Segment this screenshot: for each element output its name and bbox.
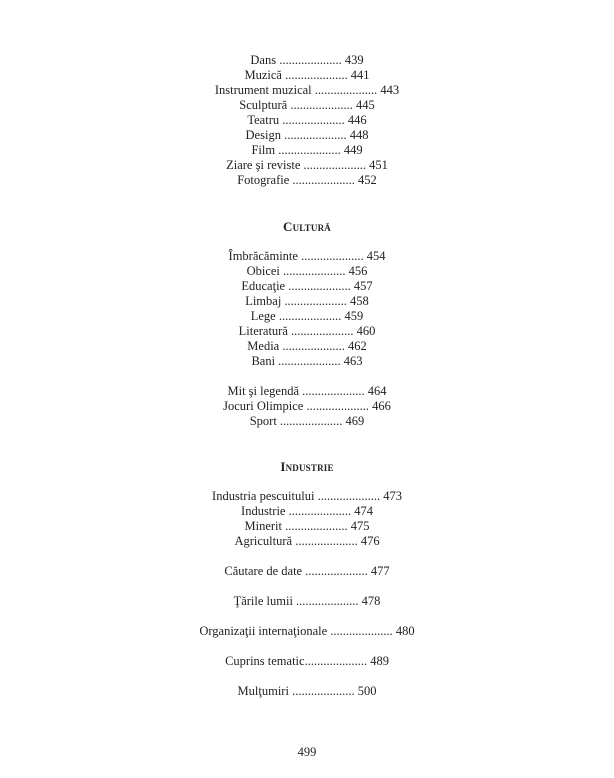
toc-entry-leader: .................... [288, 684, 355, 698]
toc-entry[interactable] [0, 249, 614, 264]
toc-entry-label: Mulţumiri [237, 684, 289, 698]
toc-entry[interactable] [0, 98, 614, 113]
toc-entry-leader: .................... [275, 309, 342, 323]
toc-entry-leader: .................... [281, 68, 348, 82]
toc-entry-leader: .................... [302, 564, 368, 578]
toc-entry-label: Cuprins tematic [225, 654, 305, 668]
toc-entry-label: Bani [251, 354, 276, 368]
toc-entry[interactable] [0, 399, 614, 414]
toc-entry[interactable] [0, 128, 614, 143]
toc-entry-label: Media [247, 339, 280, 353]
toc-entry-label: Educaţie [241, 279, 286, 293]
toc-entry[interactable] [0, 264, 614, 279]
toc-entry-label: Industrie [241, 504, 286, 518]
toc-entry[interactable] [0, 594, 614, 609]
toc-entry-page: 443 [377, 83, 400, 97]
toc-entry-leader: .................... [282, 519, 348, 533]
toc-entry[interactable] [0, 143, 614, 158]
toc-entry[interactable] [0, 294, 614, 309]
toc-entry-page: 457 [350, 279, 373, 293]
toc-entry-page: 459 [341, 309, 364, 323]
toc-entry-leader: .................... [304, 654, 368, 668]
toc-entry-label: Jocuri Olimpice [223, 399, 304, 413]
toc-entry-leader: .................... [281, 294, 347, 308]
toc-entry-label: Ţările lumii [233, 594, 293, 608]
toc-entry-page: 458 [346, 294, 369, 308]
toc-entry[interactable] [0, 324, 614, 339]
toc-entry-label: Sport [249, 414, 277, 428]
toc-entry-label: Film [251, 143, 276, 157]
toc-entry-label: Îmbrăcăminte [228, 249, 298, 263]
toc-entry-label: Ziare şi reviste [226, 158, 301, 172]
toc-entry-label: Fotografie [237, 173, 290, 187]
toc-entry-page: 448 [346, 128, 369, 142]
toc-entry-page: 477 [367, 564, 390, 578]
toc-entry-leader: .................... [285, 279, 351, 293]
toc-entry-leader: .................... [285, 504, 352, 518]
toc-entry-page: 456 [345, 264, 368, 278]
toc-entry-page: 441 [347, 68, 370, 82]
toc-entry-label: Teatru [247, 113, 280, 127]
toc-entry-page: 445 [352, 98, 375, 112]
page-number: 499 [297, 745, 317, 759]
toc-entry-leader: .................... [287, 324, 354, 338]
toc-entry-page: 469 [342, 414, 365, 428]
section-heading: Cultură [283, 219, 331, 234]
toc-entry[interactable] [0, 173, 614, 188]
toc-entry-leader: .................... [327, 624, 393, 638]
toc-entry-label: Dans [250, 53, 277, 67]
toc-entry-page: 500 [354, 684, 377, 698]
toc-entry-leader: .................... [292, 594, 359, 608]
toc-entry-page: 463 [340, 354, 363, 368]
toc-entry-label: Organizaţii internaţionale [199, 624, 328, 638]
toc-entry-label: Muzică [244, 68, 282, 82]
toc-entry[interactable] [0, 309, 614, 324]
toc-entry[interactable] [0, 158, 614, 173]
toc-entry-label: Lege [250, 309, 276, 323]
toc-entry-page: 480 [392, 624, 415, 638]
toc-entry-label: Căutare de date [224, 564, 303, 578]
toc-entry-page: 474 [351, 504, 373, 518]
toc-entry-leader: .................... [279, 113, 345, 127]
toc-entry-page: 475 [347, 519, 370, 533]
toc-entry-leader: .................... [275, 354, 341, 368]
toc-entry[interactable] [0, 624, 614, 639]
toc-entry-leader: .................... [279, 264, 346, 278]
toc-entry-label: Agricultură [234, 534, 293, 548]
toc-entry-label: Obicei [246, 264, 280, 278]
toc-entry[interactable] [0, 489, 614, 504]
toc-entry-page: 476 [357, 534, 380, 548]
toc-entry-leader: .................... [289, 173, 355, 187]
toc-entry[interactable] [0, 414, 614, 429]
toc-entry[interactable] [0, 384, 614, 399]
toc-entry-leader: .................... [299, 384, 365, 398]
toc-entry[interactable] [0, 564, 614, 579]
toc-entry-page: 446 [344, 113, 367, 127]
toc-entry-label: Instrument muzical [214, 83, 312, 97]
toc-entry[interactable] [0, 504, 614, 519]
toc-entry-leader: .................... [300, 158, 367, 172]
toc-entry-leader: .................... [297, 249, 364, 263]
toc-entry-label: Design [245, 128, 281, 142]
toc-entry-page: 449 [340, 143, 363, 157]
toc-entry-page: 454 [363, 249, 386, 263]
toc-entry-leader: .................... [292, 534, 358, 548]
toc-entry-leader: .................... [280, 128, 347, 142]
toc-entry-leader: .................... [311, 83, 378, 97]
toc-entry-label: Sculptură [239, 98, 288, 112]
toc-entry-page: 460 [353, 324, 376, 338]
toc-entry-label: Industria pescuitului [212, 489, 315, 503]
toc-entry[interactable] [0, 519, 614, 534]
toc-entry-page: 439 [341, 53, 364, 67]
toc-entry-page: 451 [366, 158, 388, 172]
toc-entry-leader: .................... [276, 53, 342, 67]
toc-entry-leader: .................... [287, 98, 353, 112]
toc-entry-label: Mit şi legendă [227, 384, 299, 398]
toc-entry-leader: .................... [276, 414, 343, 428]
toc-entry[interactable] [0, 113, 614, 128]
toc-entry[interactable] [0, 53, 614, 68]
toc-entry[interactable] [0, 534, 614, 549]
toc-entry[interactable] [0, 654, 614, 669]
toc-entry-leader: .................... [314, 489, 381, 503]
toc-entry-label: Literatură [238, 324, 288, 338]
toc-entry-page: 489 [367, 654, 389, 668]
toc-entry-page: 464 [364, 384, 387, 398]
toc-entry-page: 466 [368, 399, 391, 413]
toc-entry[interactable] [0, 83, 614, 98]
toc-entry[interactable] [0, 354, 614, 369]
toc-entry[interactable] [0, 339, 614, 354]
toc-entry[interactable] [0, 684, 614, 699]
toc-entry-label: Limbaj [245, 294, 282, 308]
toc-entry-page: 452 [354, 173, 377, 187]
toc-entry[interactable] [0, 68, 614, 83]
toc-entry-leader: .................... [275, 143, 341, 157]
toc-entry-page: 462 [344, 339, 367, 353]
toc-entry[interactable] [0, 279, 614, 294]
toc-entry-leader: .................... [303, 399, 369, 413]
toc-entry-page: 473 [380, 489, 402, 503]
toc-entry-leader: .................... [279, 339, 345, 353]
toc-entry-page: 478 [358, 594, 381, 608]
toc-entry-label: Minerit [244, 519, 282, 533]
section-heading: Industrie [280, 459, 334, 474]
